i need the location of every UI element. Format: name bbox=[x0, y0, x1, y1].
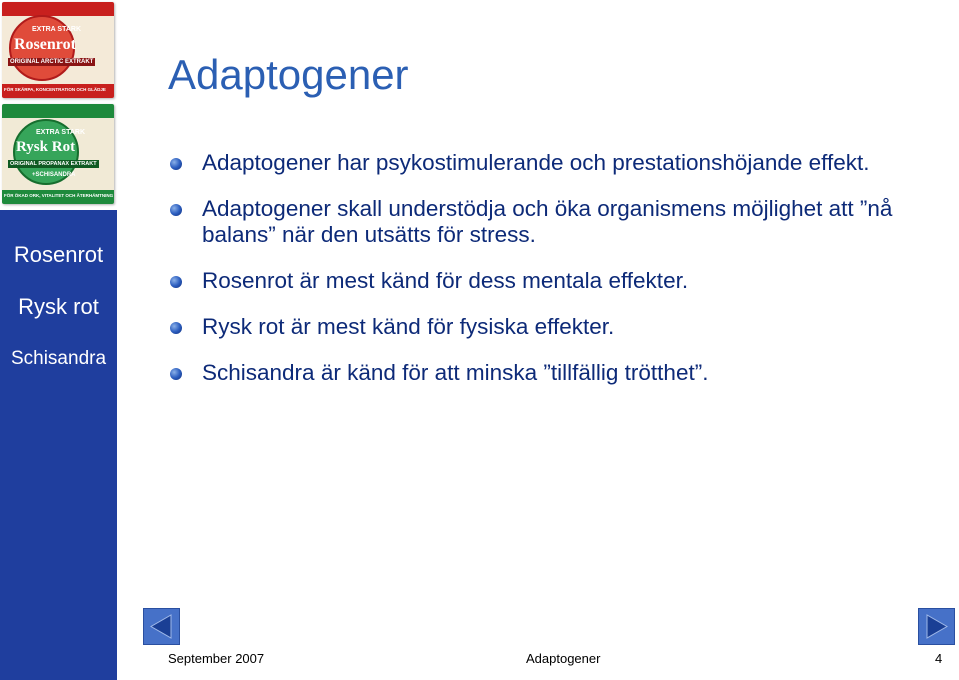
bullet-text: Schisandra är känd för att minska ”tillfällig trötthet”. bbox=[202, 360, 709, 385]
sidebar-nav bbox=[0, 210, 117, 680]
product2-tag: FÖR ÖKAD ORK, VITALITET OCH ÅTERHÄMTNING bbox=[4, 193, 114, 198]
bullet-icon bbox=[170, 322, 182, 334]
bullet-item bbox=[170, 150, 930, 176]
product1-tag: FÖR SKÄRPA, KONCENTRATION OCH GLÄDJE bbox=[4, 87, 106, 92]
rosenrot-product-image bbox=[2, 2, 114, 98]
triangle-left-icon bbox=[144, 609, 179, 644]
sidebar-item-rysk-rot[interactable]: Rysk rot bbox=[18, 294, 99, 319]
product1-sub: ORIGINAL ARCTIC EXTRAKT bbox=[10, 59, 94, 65]
footer-date: September 2007 bbox=[168, 651, 265, 666]
bullet-icon bbox=[170, 368, 182, 380]
product2-sub: ORIGINAL PROPANAX EXTRAKT bbox=[10, 161, 97, 167]
bullet-list bbox=[170, 150, 930, 386]
sidebar-item-schisandra[interactable]: Schisandra bbox=[10, 348, 107, 369]
product1-top-line: EXTRA STARK bbox=[32, 26, 81, 33]
product2-top-line: EXTRA STARK bbox=[36, 129, 85, 136]
bullet-text: Rysk rot är mest känd för fysiska effekter. bbox=[202, 314, 615, 339]
bullet-text: Adaptogener har psykostimulerande och prestationshöjande effekt. bbox=[202, 150, 870, 175]
bullet-text: Rosenrot är mest känd för dess mentala effekter. bbox=[202, 268, 689, 293]
bullet-icon bbox=[170, 158, 182, 170]
page-number: 4 bbox=[935, 651, 943, 666]
bullet-text: Adaptogener skall understödja och öka organismens möjlighet att ”nå balans” när den utsätts för stress. bbox=[202, 196, 893, 247]
slide-title: Adaptogener bbox=[168, 51, 409, 98]
sidebar-product-area bbox=[0, 0, 117, 210]
product1-name: Rosenrot bbox=[14, 36, 76, 53]
footer-topic: Adaptogener bbox=[526, 651, 601, 666]
next-slide-button[interactable] bbox=[918, 608, 955, 645]
previous-slide-button[interactable] bbox=[143, 608, 180, 645]
product2-extra: +SCHISANDRA bbox=[32, 172, 76, 178]
bullet-item bbox=[170, 360, 930, 386]
bullet-icon bbox=[170, 276, 182, 288]
triangle-right-icon bbox=[919, 609, 954, 644]
bullet-item bbox=[170, 314, 930, 340]
bullet-item bbox=[170, 196, 930, 248]
product2-name: Rysk Rot bbox=[16, 139, 76, 155]
sidebar-item-rosenrot[interactable]: Rosenrot bbox=[13, 242, 104, 267]
bullet-item bbox=[170, 268, 930, 294]
rysk-rot-product-image bbox=[2, 104, 114, 204]
bullet-icon bbox=[170, 204, 182, 216]
